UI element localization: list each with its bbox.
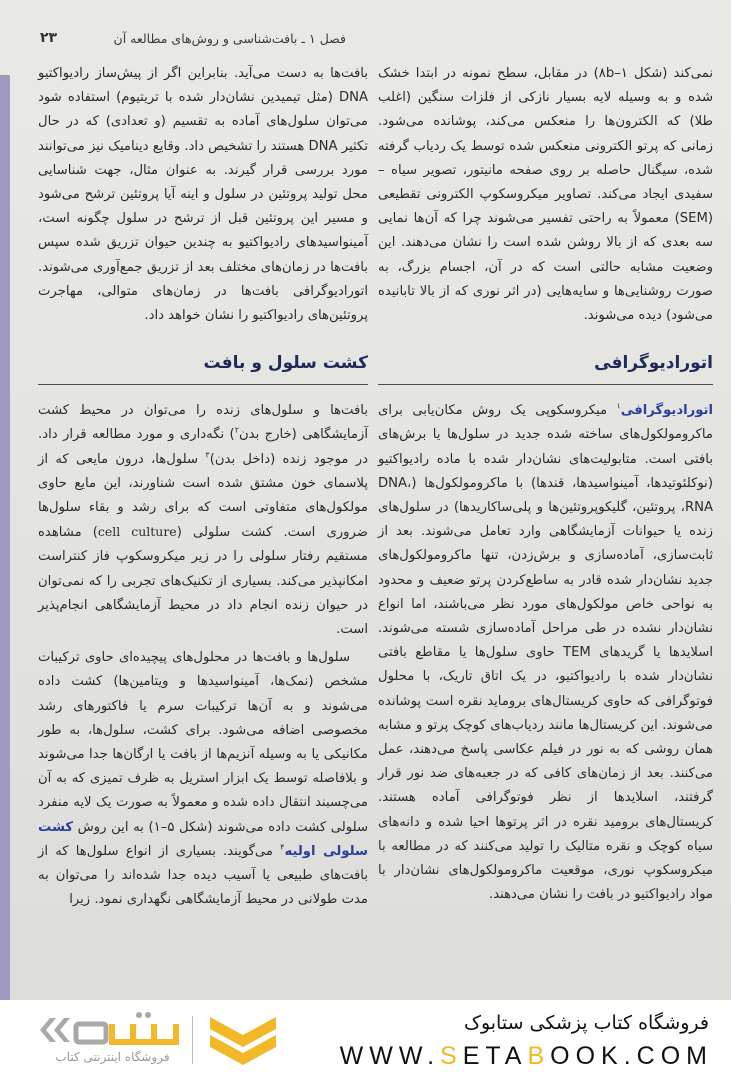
logo-subtitle: فروشگاه اینترنتی کتاب [55,1050,170,1064]
right-intro-paragraph: نمی‌کند (شکل ۸b–۱) در مقابل، سطح نمونه در ابتدا خشک شده و به وسیله لایه بسیار نازکی از فلزات سنگین (اغلب طلا) که الکترون‌ها را منعکس می‌کند، پوشانده می‌شود. زمانی که پرتو الکترونی منعکس شده توسط یک ردیاب گرفته شده، سیگنال حاصله بر روی صفحه مانیتور، تصویر سیاه – سفیدی ایجاد می‌کند. تصاویر میکروسکوپ الکترونی تقطیعی (SEM) معمولاً به راحتی تفسیر می‌شوند چرا که آن‌ها نمایی سه بعدی که از بالا روشن شده است را نشان می‌دهند. این وضعیت مشابه حالتی است که در آن، اجسام بزرگ، به صورت روشنایی‌ها و سایه‌هایی (در اثر نوری که از بالا تابانیده می‌شود) دیده می‌شوند. [378,66,713,324]
footnote-marker-4: ۴ [280,842,285,852]
setabook-wordmark-icon [36,1010,186,1050]
url-part: ETA [462,1042,528,1070]
chapter-side-strip [0,75,10,1000]
store-name: فروشگاه کتاب پزشکی ستابوک [463,1012,709,1034]
autoradiography-text: میکروسکوپی یک روش مکان‌یابی برای ماکرومولکول‌های ساخته شده جدید در سلول‌ها یا برش‌های بافتی است. متابولیت‌های نشان‌دار شده با ماده رادیواکتیو (نوکلئوتیدها، آمینواسیدها، قندها) با ماکرومولکول‌ها (DNA، RNA، پروتئین، گلیکوپروتئین‌ها و پلی‌ساکاریدها) در سلول‌های زنده یا حیوانات آزمایشگاهی وارد تعامل می‌شوند. بعد از ثابت‌سازی، آماده‌سازی و برش‌زدن، تنها ماکرومولکول‌های جدید نشان‌دار شده قادر به ساطع‌کردن پرتو ضعیف و محدود به نواحی خاص مولکول‌های مورد نظر می‌باشند، اما انواع نشان‌دار نشده در طی مراحل آماده‌سازی شسته می‌شوند. اسلایدها یا گریدهای TEM حاوی سلول‌ها یا مقاطع بافتی نشان‌دار شده با رادیواکتیو، در یک اتاق تاریک، با محلول فوتوگرافی که حاوی کریستال‌های بروماید نقره است پوشانده می‌شوند. این کریستال‌ها مانند ردیاب‌های کوچک پرتو و مشابه همان روشی که به نور در فیلم عکاسی پاسخ می‌دهند، عمل می‌کنند. بعد از زمان‌های کافی که در جعبه‌های ضد نور قرار گرفتند، اسلایدها از نظر فوتوگرافی آماده هستند. کریستال‌های برومید نقره در اثر پرتوها احیا شده و دانه‌های سیاه کوچک و نقره متالیک را تولید می‌کنند که در مطالعه با میکروسکوپ نوری، موقعیت ماکرومولکول‌های نشان‌دار با مواد رادیواکتیو در بافت را نشان می‌دهند. [378,403,713,903]
section-heading-autoradiography: اتورادیوگرافی [378,350,713,385]
url-part: WWW. [339,1042,441,1070]
autoradiography-paragraph [378,399,713,907]
footnote-marker-1: ۱ [616,401,621,411]
cell-culture-paragraph-2 [38,646,368,912]
left-column [38,62,368,913]
footnote-marker-2: ۲ [234,426,239,436]
para1-text-c: سلول‌ها، درون مایعی که از پلاسمای خون مشتق شده است شناورند، این مایع حاوی مولکول‌های متفاوتی است که برای رشد و بقاء سلول‌ها ضروری است. کشت سلولی ( [38,451,368,541]
url-highlight: B [527,1042,551,1070]
para2-text-b: می‌گویند. بسیاری از انواع سلول‌ها که از بافت‌های طبیعی یا آسیب دیده جدا شده‌اند را می‌توان به مدت طولانی در محیط آزمایشگاهی نگهداری نمود. زیرا [38,843,368,908]
term-primary-cell-culture: کشت سلولی اولیه [38,819,368,859]
left-intro-paragraph: بافت‌ها به دست می‌آید. بنابراین اگر از پیش‌ساز رادیواکتیو DNA (مثل تیمیدین نشان‌دار شده با تریتیوم) استفاده شود می‌توان سلول‌های آماده به تقسیم (و تعدادی) که در حال تکثیر DNA هستند را تشخیص داد. وقایع دینامیک نیز می‌توانند مورد بررسی قرار گیرند. به عنوان مثال، جهت شناسایی محل تولید پروتئین در سلول و اینه آیا پروتئین ترشح می‌شود و مسیر این پروتئین قبل از ترشح در سلول چگونه است، آمینواسیدهای رادیواکتیو به چندین حیوان تزریق شده سپس بافت‌ها در زمان‌های مختلف بعد از تزریق جمع‌آوری می‌شوند. اتورادیوگرافی بافت‌ها در زمان‌های متوالی، مهاجرت پروتئین‌های رادیواکتیو را نشان خواهد داد. [38,66,368,324]
page-number: ۲۳ [40,30,58,46]
right-column [378,62,713,908]
cell-culture-paragraph-1 [38,399,368,642]
section-heading-cell-culture: کشت سلول و بافت [38,350,368,385]
para1-text-d: ) مشاهده مستقیم رفتار سلولی را در زیر میکروسکوپ فاز کنتراست امکانپذیر می‌کند. بسیاری از تکنیک‌های تجربی را که نمی‌توان در حیوان زنده انجام داد در محیط آزمایشگاهی انجام‌پذیر است. [38,525,368,638]
footnote-marker-3: ۳ [205,450,210,460]
para1-text-a: بافت‌ها و سلول‌های زنده را می‌توان در محیط کشت آزمایشگاهی (خارج بدن [38,403,368,443]
store-banner [0,1000,731,1080]
logo-divider [192,1016,193,1064]
url-highlight: S [440,1042,463,1070]
para1-text-b: ) نگه‌داری و مورد مطالعه قرار داد. در موجود زنده (داخل بدن) [38,427,369,467]
chapter-title: فصل ۱ ـ بافت‌شناسی و روش‌های مطالعه آن [113,30,346,46]
store-url[interactable] [340,1042,713,1071]
running-header [40,26,701,50]
term-autoradiography: اتورادیوگرافی [620,403,713,419]
url-part: OOK.COM [550,1042,713,1070]
para2-text-a: سلول‌ها و بافت‌ها در محلول‌های پیچیده‌ای حاوی ترکیبات مشخص (نمک‌ها، آمینواسیدها و ویتامین‌ها) کشت داده می‌شوند و به آن‌ها ترکیبات سرم یا فاکتورهای رشد مخصوصی اضافه می‌شود. برای کشت، سلول‌ها، به طور مکانیکی یا به وسیله آنزیم‌ها از بافت یا ارگان‌ها جدا می‌شوند و بلافاصله توسط یک ابزار استریل به ظرف تمیزی که به آن می‌چسبند انتقال داده شده و معمولاً به صورت یک لایه منفرد سلولی کشت داده می‌شوند (شکل ۵–۱) به این روش [38,650,368,835]
latin-term-cell-culture: cell culture [97,524,177,540]
setabook-chevron-logo-icon [208,1013,278,1067]
